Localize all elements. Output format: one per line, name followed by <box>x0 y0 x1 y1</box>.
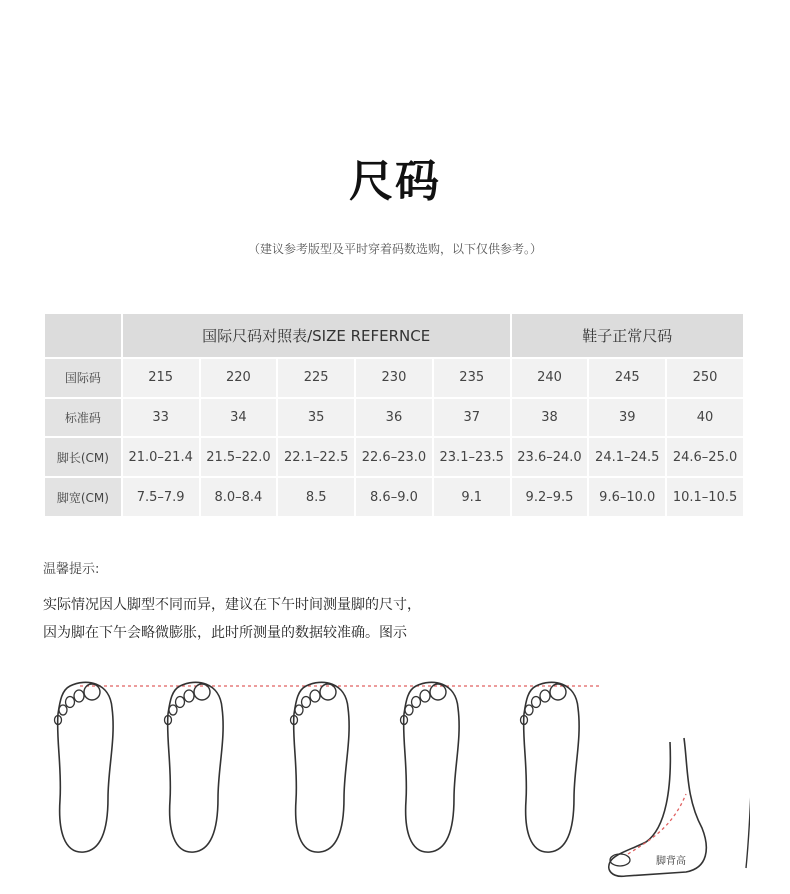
table-cell: 8.6–9.0 <box>355 477 433 517</box>
table-cell: 22.6–23.0 <box>355 437 433 477</box>
table-cell: 10.1–10.5 <box>666 477 744 517</box>
row-label: 国际码 <box>44 358 122 398</box>
table-row <box>44 398 744 438</box>
table-cell: 245 <box>588 358 666 398</box>
table-cell: 9.2–9.5 <box>511 477 589 517</box>
table-header-main: 国际尺码对照表/SIZE REFERNCE <box>122 313 511 358</box>
table-cell: 220 <box>200 358 278 398</box>
row-label: 脚宽(CM) <box>44 477 122 517</box>
table-row <box>44 437 744 477</box>
table-cell: 9.1 <box>433 477 511 517</box>
foot-outline-1 <box>55 682 114 852</box>
tips-line-2: 因为脚在下午会略微膨胀，此时所测量的数据较准确。图示 <box>43 625 407 641</box>
foot-outline-4 <box>401 682 460 852</box>
table-cell: 24.6–25.0 <box>666 437 744 477</box>
table-cell: 7.5–7.9 <box>122 477 200 517</box>
table-cell: 240 <box>511 358 589 398</box>
table-cell: 22.1–22.5 <box>277 437 355 477</box>
foot-outline-3 <box>291 682 350 852</box>
row-label: 脚长(CM) <box>44 437 122 477</box>
table-cell: 235 <box>433 358 511 398</box>
foot-outline-5 <box>521 682 580 852</box>
foot-measurement-figure <box>40 668 750 894</box>
page-subtitle: （建议参考版型及平时穿着码数选购，以下仅供参考。） <box>247 242 542 256</box>
tips-line-1: 实际情况因人脚型不同而异，建议在下午时间测量脚的尺寸， <box>43 597 421 613</box>
table-cell: 33 <box>122 398 200 438</box>
table-cell: 38 <box>511 398 589 438</box>
table-cell: 225 <box>277 358 355 398</box>
table-cell: 23.6–24.0 <box>511 437 589 477</box>
table-cell: 21.5–22.0 <box>200 437 278 477</box>
table-cell: 34 <box>200 398 278 438</box>
row-label: 标准码 <box>44 398 122 438</box>
size-chart-table <box>43 312 745 518</box>
table-cell: 9.6–10.0 <box>588 477 666 517</box>
instep-height-label: 脚背高 <box>656 856 686 867</box>
table-cell: 39 <box>588 398 666 438</box>
table-cell: 21.0–21.4 <box>122 437 200 477</box>
table-header-side: 鞋子正常尺码 <box>511 313 744 358</box>
table-cell: 215 <box>122 358 200 398</box>
table-cell: 37 <box>433 398 511 438</box>
foot-outline-2 <box>165 682 224 852</box>
table-cell: 40 <box>666 398 744 438</box>
table-cell: 23.1–23.5 <box>433 437 511 477</box>
table-row <box>44 358 744 398</box>
page-title: 尺码 <box>349 156 441 207</box>
table-cell: 35 <box>277 398 355 438</box>
table-cell: 8.5 <box>277 477 355 517</box>
table-cell: 36 <box>355 398 433 438</box>
tips-title: 温馨提示: <box>43 562 100 577</box>
table-cell: 24.1–24.5 <box>588 437 666 477</box>
table-cell: 250 <box>666 358 744 398</box>
table-cell: 230 <box>355 358 433 398</box>
table-row <box>44 477 744 517</box>
table-corner-cell <box>44 313 122 358</box>
table-header-row <box>44 313 744 358</box>
table-cell: 8.0–8.4 <box>200 477 278 517</box>
